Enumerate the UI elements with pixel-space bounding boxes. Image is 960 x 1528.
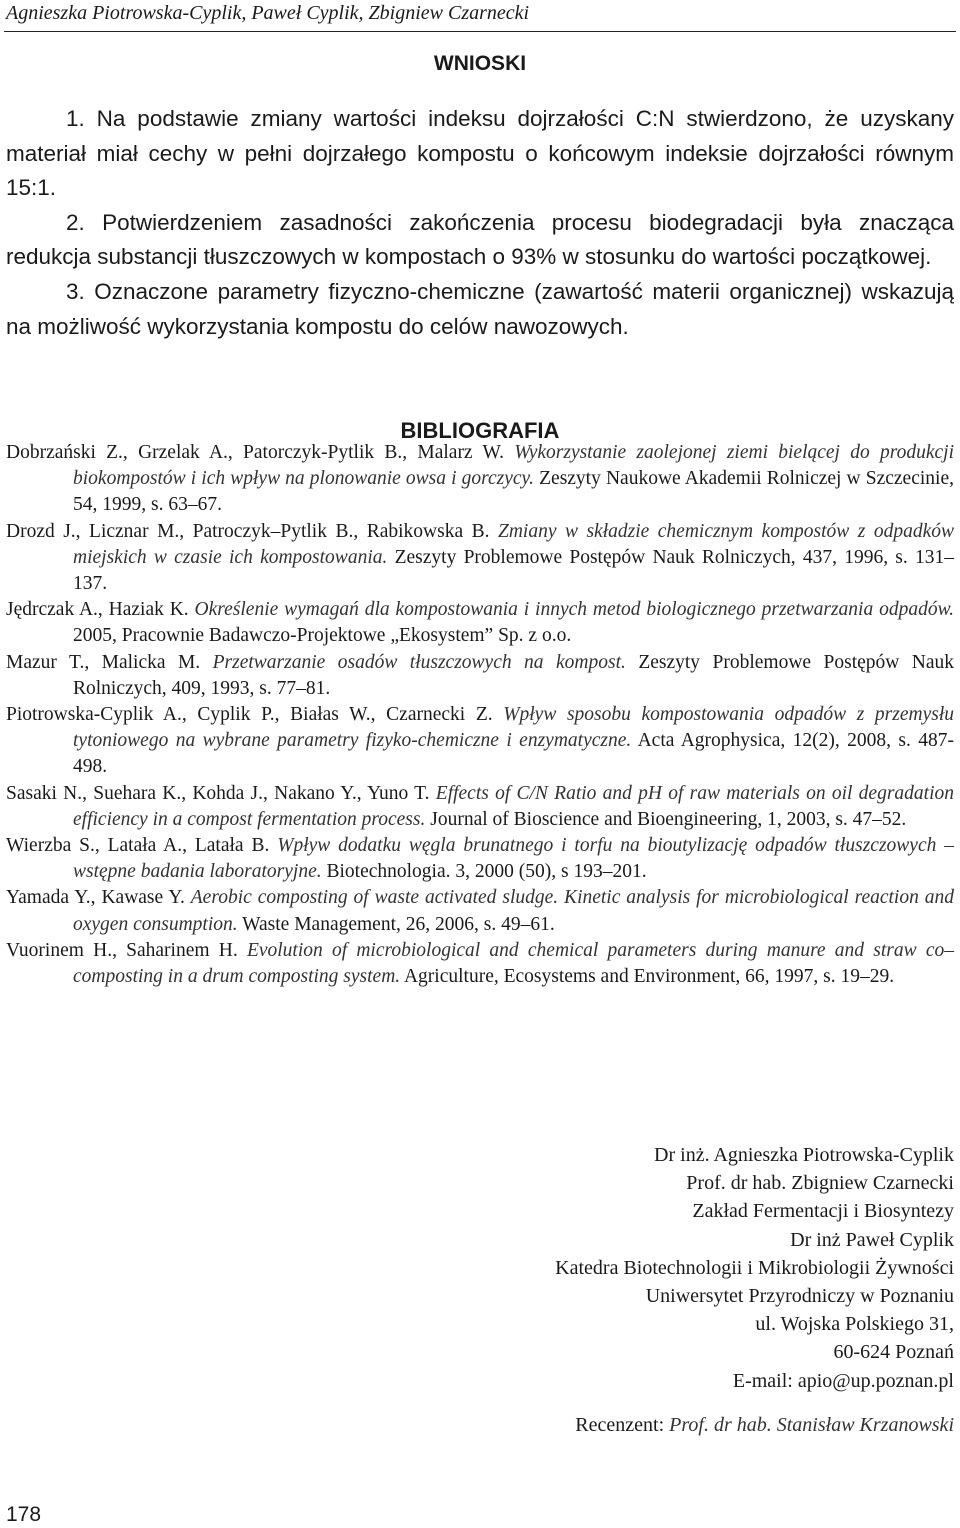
signature-line: ul. Wojska Polskiego 31, [755,1313,954,1336]
bib-title: Wykorzystanie zaolejonej ziemi bielącej do produkcji biokompostów i ich wpływ na plonowanie owsa i gorczycy. [73,442,954,490]
bib-authors: Jędrczak A., Haziak K. [6,599,189,621]
bib-entry [6,702,954,781]
reviewer-label: Recenzent: [575,1414,665,1436]
bib-title: Evolution of microbiological and chemical parameters during manure and straw co–composting in a drum composting system. [73,939,954,988]
header-divider [4,31,956,32]
bib-entry [6,597,954,649]
bib-title: Zmiany w składzie chemicznym kompostów z odpadków miejskich w czasie ich kompostowania. [73,520,955,568]
signature-line: Katedra Biotechnologii i Mikrobiologii Żywności [555,1256,954,1279]
bib-source: 2005, Pracownie Badawczo-Projektowe „Ekosystem” Sp. z o.o. [73,625,572,647]
bib-entry [6,833,954,885]
signature-line: Uniwersytet Przyrodniczy w Poznaniu [645,1285,954,1308]
conclusion-item-3: 3. Oznaczone parametry fizyczno-chemiczne (zawartość materii organicznej) wskazują na możliwość wykorzystania kompostu do celów nawozowych. [6,278,954,339]
bib-entry [6,650,954,702]
bib-authors: Wierzba S., Latała A., Latała B. [6,835,270,857]
bib-source: Zeszyty Naukowe Akademii Rolniczej w Szczecinie, 54, 1999, s. 63–67. [73,468,954,516]
conclusions-heading: WNIOSKI [433,52,527,75]
bibliography-heading: BIBLIOGRAFIA [400,418,560,443]
contact-email: E-mail: apio@up.poznan.pl [732,1369,954,1392]
bib-entry [6,938,954,990]
bib-source: Zeszyty Problemowe Postępów Nauk Rolniczych, 409, 1993, s. 77–81. [73,651,955,699]
conclusion-item-2: 2. Potwierdzeniem zasadności zakończenia procesu biodegradacji była znacząca redukcja substancji tłuszczowych w kompostach o 93% w stosunku do wartości początkowej. [6,209,954,270]
bib-source: Journal of Bioscience and Bioengineering, 1, 2003, s. 47–52. [430,808,907,830]
signature-line: Dr inż Paweł Cyplik [790,1228,954,1251]
signature-line: 60-624 Poznań [833,1341,954,1364]
bib-entry [6,885,954,937]
bib-source: Agriculture, Ecosystems and Environment, 66, 1997, s. 19–29. [403,966,895,988]
reviewer-line [254,1411,954,1439]
bib-authors: Mazur T., Malicka M. [6,651,201,673]
bib-source: Biotechnologia. 3, 2000 (50), s 193–201. [326,861,647,883]
signature-line: Prof. dr hab. Zbigniew Czarnecki [686,1172,954,1195]
bib-source: Acta Agrophysica, 12(2), 2008, s. 487-498. [73,730,954,778]
page-number: 178 [6,1503,42,1526]
bib-authors: Drozd J., Licznar M., Patroczyk–Pytlik B., Rabikowska B. [6,520,490,542]
reviewer-name: Prof. dr hab. Stanisław Krzanowski [669,1414,954,1436]
bib-source: Waste Management, 26, 2006, s. 49–61. [242,913,555,935]
bib-title: Przetwarzanie osadów tłuszczowych na kompost. [212,651,626,673]
bib-title: Określenie wymagań dla kompostowania i innych metod biologicznego przetwarzania odpadów. [194,599,955,621]
bib-title: Wpływ sposobu kompostowania odpadów z przemysłu tytoniowego na wybrane parametry fizyko-chemiczne i enzymatyczne. [73,704,955,752]
signature-line: Dr inż. Agnieszka Piotrowska-Cyplik [654,1144,954,1166]
running-header: Agnieszka Piotrowska-Cyplik, Paweł Cyplik, Zbigniew Czarnecki [6,2,530,24]
conclusion-item-1: 1. Na podstawie zmiany wartości indeksu dojrzałości C:N stwierdzono, że uzyskany materiał miał cechy w pełni dojrzałego kompostu o końcowym indeksie dojrzałości równym 15:1. [6,106,954,201]
bib-source: Zeszyty Problemowe Postępów Nauk Rolniczych, 437, 1996, s. 131–137. [73,546,955,595]
bib-authors: Sasaki N., Suehara K., Kohda J., Nakano Y., Yuno T. [6,782,430,804]
bib-entry [6,781,954,833]
signature-line: Zakład Fermentacji i Biosyntezy [692,1200,954,1223]
bib-authors: Yamada Y., Kawase Y. [6,887,185,909]
bib-title: Wpływ dodatku węgla brunatnego i torfu na bioutylizację odpadów tłuszczowych – wstępne badania laboratoryjne. [73,835,954,883]
bib-entry [6,519,954,598]
bib-title: Aerobic composting of waste activated sludge. Kinetic analysis for microbiological reaction and oxygen consumption. [73,887,955,935]
bib-entry [6,440,954,519]
bib-authors: Vuorinem H., Saharinem H. [6,939,238,961]
author-affiliation-block [254,1141,954,1395]
bibliography-list [6,440,954,990]
bib-authors: Piotrowska-Cyplik A., Cyplik P., Białas W., Czarnecki Z. [6,704,493,726]
bib-authors: Dobrzański Z., Grzelak A., Patorczyk-Pytlik B., Malarz W. [6,442,504,463]
bib-title: Effects of C/N Ratio and pH of raw materials on oil degradation efficiency in a compost fermentation process. [73,782,954,830]
conclusions-list [6,102,954,344]
